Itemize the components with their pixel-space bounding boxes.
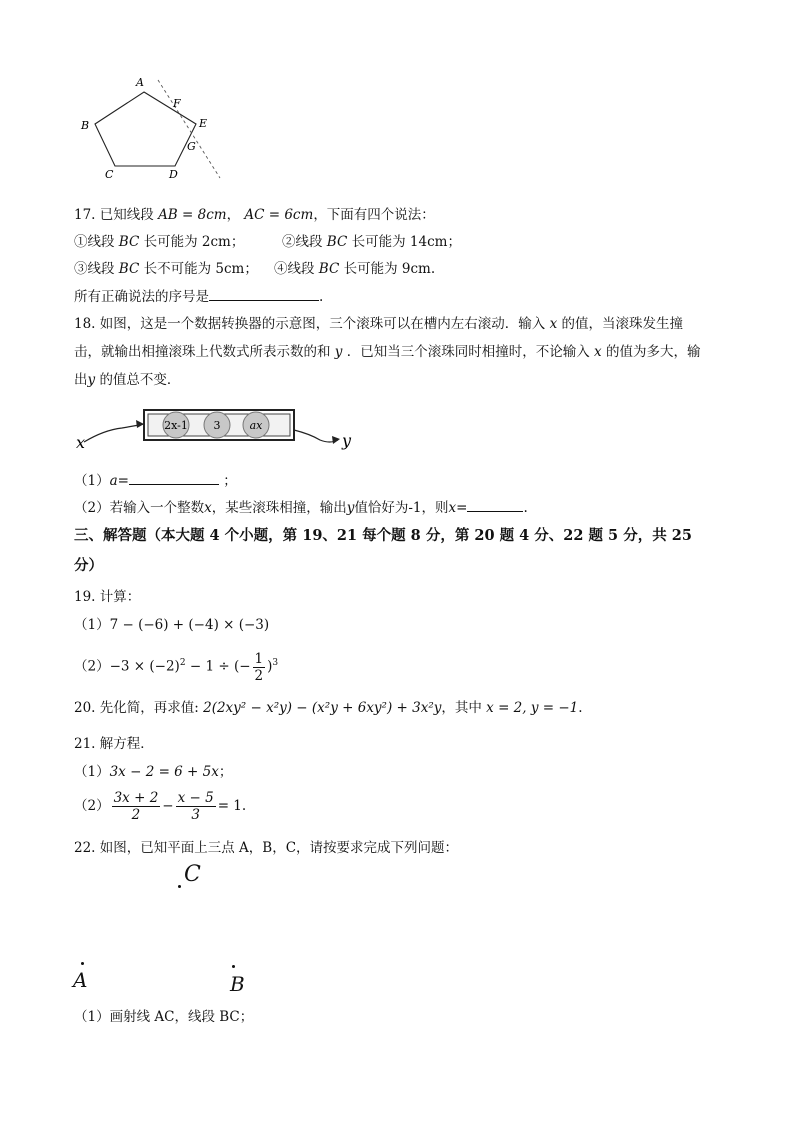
q19-sub2: $(2)-3 \times (-2)^2 - 1$ ÷ (− $\frac{1}{2}$ )$^3$ <box>74 650 279 684</box>
q21-sub1: （1）3x − 2 = 6 + 5x； <box>74 764 233 780</box>
q17-option-2: ②线段 BC 长可能为 14cm； <box>282 234 461 250</box>
q18-sub1: （1）a= ； <box>74 470 237 491</box>
pentagon-shape <box>95 92 196 166</box>
vertex-label-g: G <box>187 140 196 153</box>
q17-stem: 17. 已知线段 AB = 8cm， AC = 6cm，下面有四个说法： <box>74 207 435 223</box>
point-c-dot <box>178 885 181 888</box>
q19-sub2-fraction: $\frac{1}{2}$ <box>254 650 264 684</box>
q17-options-row1 <box>74 232 461 252</box>
vertex-label-c: C <box>105 168 114 181</box>
q21-sub2: （2） $\frac{3x + 2}{2}$ − $\frac{x - 5}{3}$ = 1. <box>74 790 247 823</box>
q19-stem: 19. 计算： <box>74 589 141 605</box>
point-b-label: B <box>230 972 245 996</box>
q17-option-1: ①线段 BC 长可能为 2cm； <box>74 234 245 250</box>
q18-sub1-blank[interactable] <box>129 470 219 485</box>
vertex-label-f: F <box>173 97 181 110</box>
section3-heading-line2: 分） <box>74 557 103 574</box>
q20-stem: 20. 先化简，再求值: 2(2xy² − x²y) − (x²y + 6xy²) + 3x²y，其中 x = 2, y = −1. <box>74 700 583 716</box>
vertex-label-b: B <box>81 119 90 132</box>
pentagon-figure <box>74 72 234 187</box>
q18-sub2-blank[interactable] <box>467 497 523 512</box>
q17-option-4: ④线段 BC 长可能为 9cm. <box>274 261 436 277</box>
vertex-label-d: D <box>169 168 178 181</box>
q19-sub1: （1）7 − (−6) + (−4) × (−3) <box>74 617 270 633</box>
q21-sub2-fraction-2: $\frac{x - 5}{3}$ <box>177 790 214 823</box>
q21-sub2-fraction-1: $\frac{3x + 2}{2}$ <box>113 790 159 823</box>
ball-2-label: 3 <box>213 419 221 432</box>
ball-1-label: 2x-1 <box>164 419 188 432</box>
ball-3-label: ax <box>249 419 263 432</box>
q21-stem: 21. 解方程． <box>74 736 154 752</box>
q18-stem-line3: 出y 的值总不变． <box>74 372 181 388</box>
point-a-label: A <box>73 968 88 992</box>
vertex-label-a: A <box>136 76 144 89</box>
q17-options-row2 <box>74 259 436 279</box>
point-c-label: C <box>184 862 201 887</box>
q18-stem-line1: 18. 如图，这是一个数据转换器的示意图，三个滚珠可以在槽内左右滚动．输入 x 的值，当滚珠发生撞 <box>74 316 683 332</box>
input-arrow <box>84 424 144 442</box>
output-arrow <box>294 430 338 442</box>
point-b-dot <box>232 965 235 968</box>
q22-sub1: （1）画射线 AC，线段 BC； <box>74 1009 254 1025</box>
q18-stem-line2: 击，就输出相撞滚珠上代数式所表示数的和 y ．已知当三个滚珠同时相撞时，不论输入 x 的值为多大，输 <box>74 344 701 360</box>
q22-stem: 22. 如图，已知平面上三点 A，B，C，请按要求完成下列问题： <box>74 840 459 856</box>
q19-sub1-expr: 7 − (−6) + (−4) × (−3) <box>109 617 270 633</box>
q17-answer: 所有正确说法的序号是 . <box>74 286 323 307</box>
cut-dashed-line <box>158 80 220 178</box>
q17-answer-blank[interactable] <box>209 286 319 301</box>
section3-heading-line1: 三、解答题（本大题 4 个小题，第 19、21 每个题 8 分，第 20 题 4 分、22 题 5 分，共 25 <box>74 527 692 544</box>
converter-diagram <box>74 400 374 458</box>
input-arrowhead-icon <box>136 420 144 428</box>
output-arrowhead-icon <box>332 436 340 444</box>
q20-expression: 2(2xy² − x²y) − (x²y + 6xy²) + 3x²y <box>203 700 442 716</box>
point-a-dot <box>81 962 84 965</box>
q18-sub2: （2）若输入一个整数x，某些滚珠相撞，输出y值恰好为-1，则x= . <box>74 497 528 518</box>
output-label: y <box>342 431 352 450</box>
vertex-label-e: E <box>199 117 208 130</box>
q17-option-3: ③线段 BC 长不可能为 5cm； <box>74 261 258 277</box>
input-label: x <box>76 433 86 452</box>
